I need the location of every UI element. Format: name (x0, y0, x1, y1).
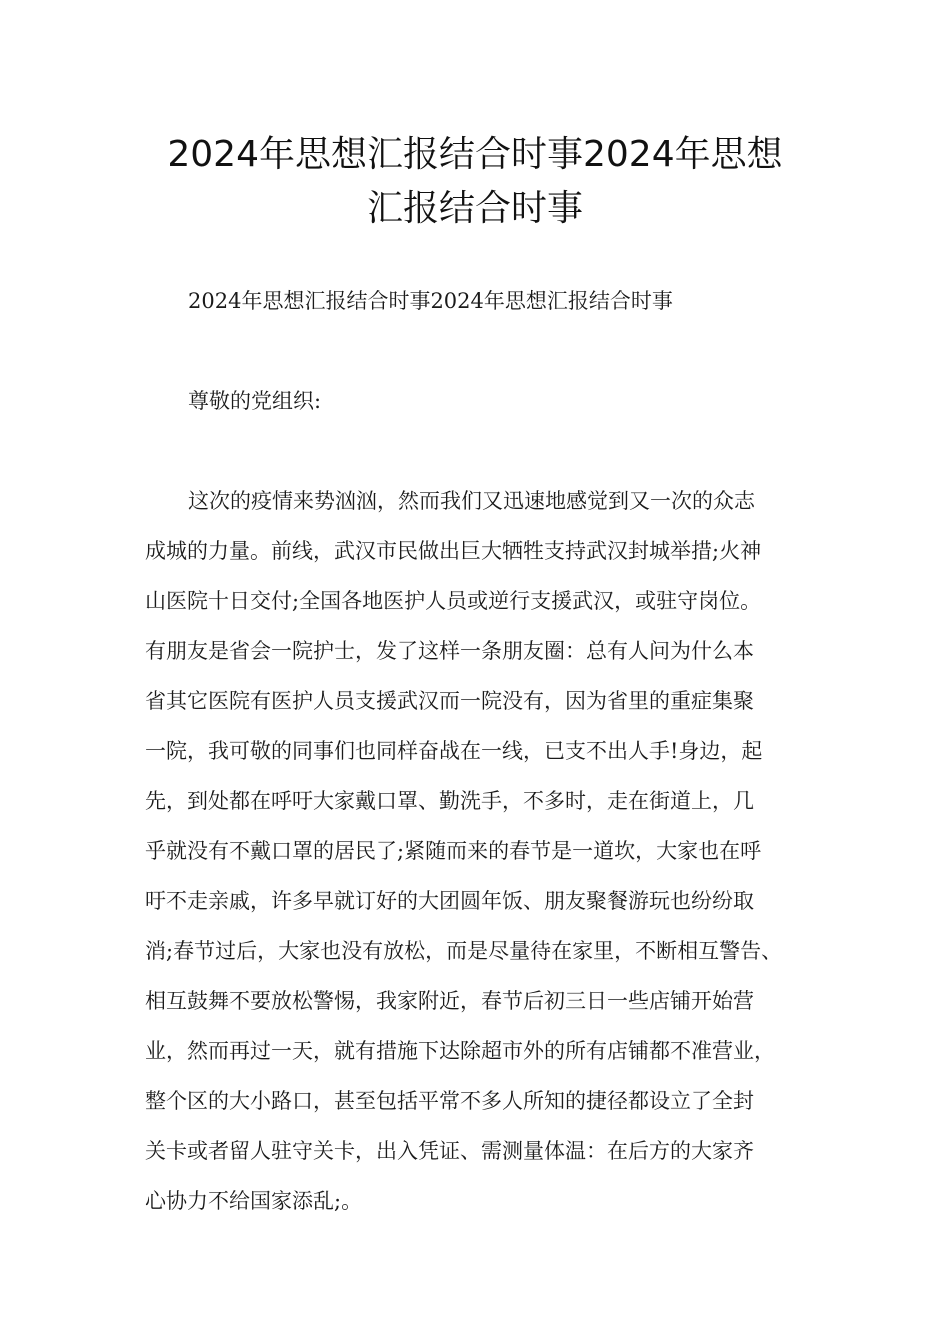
body-line: 心协力不给国家添乱;。 (145, 1189, 363, 1213)
body-line: 关卡或者留人驻守关卡，出入凭证、需测量体温：在后方的大家齐 (145, 1139, 754, 1163)
body-line: 业，然而再过一天，就有措施下达除超市外的所有店铺都不准营业， (145, 1039, 775, 1063)
body-line: 成城的力量。前线，武汉市民做出巨大牺牲支持武汉封城举措;火神 (145, 539, 762, 563)
body-line: 这次的疫情来势汹汹，然而我们又迅速地感觉到又一次的众志 (188, 489, 755, 513)
document-title-line-2: 汇报结合时事 (366, 188, 583, 229)
body-line: 一院，我可敬的同事们也同样奋战在一线，已支不出人手!身边，起 (145, 739, 763, 763)
body-line: 相互鼓舞不要放松警惕，我家附近，春节后初三日一些店铺开始营 (145, 989, 754, 1013)
body-line: 先，到处都在呼吁大家戴口罩、勤洗手，不多时，走在街道上，几 (145, 789, 754, 813)
body-line: 山医院十日交付;全国各地医护人员或逆行支援武汉，或驻守岗位。 (145, 589, 762, 613)
document-title-line-1: 2024年思想汇报结合时事2024年思想 (167, 134, 783, 175)
document-subtitle: 2024年思想汇报结合时事2024年思想汇报结合时事 (188, 289, 673, 313)
salutation: 尊敬的党组织: (188, 389, 322, 413)
body-paragraph (145, 486, 845, 1236)
body-line: 有朋友是省会一院护士，发了这样一条朋友圈：总有人问为什么本 (145, 639, 754, 663)
body-line: 吁不走亲戚，许多早就订好的大团圆年饭、朋友聚餐游玩也纷纷取 (145, 889, 754, 913)
body-line: 乎就没有不戴口罩的居民了;紧随而来的春节是一道坎，大家也在呼 (145, 839, 762, 863)
body-line: 省其它医院有医护人员支援武汉而一院没有，因为省里的重症集聚 (145, 689, 754, 713)
body-line: 消;春节过后，大家也没有放松，而是尽量待在家里，不断相互警告、 (145, 939, 783, 963)
body-line: 整个区的大小路口，甚至包括平常不多人所知的捷径都设立了全封 (145, 1089, 754, 1113)
document-title (120, 128, 830, 236)
